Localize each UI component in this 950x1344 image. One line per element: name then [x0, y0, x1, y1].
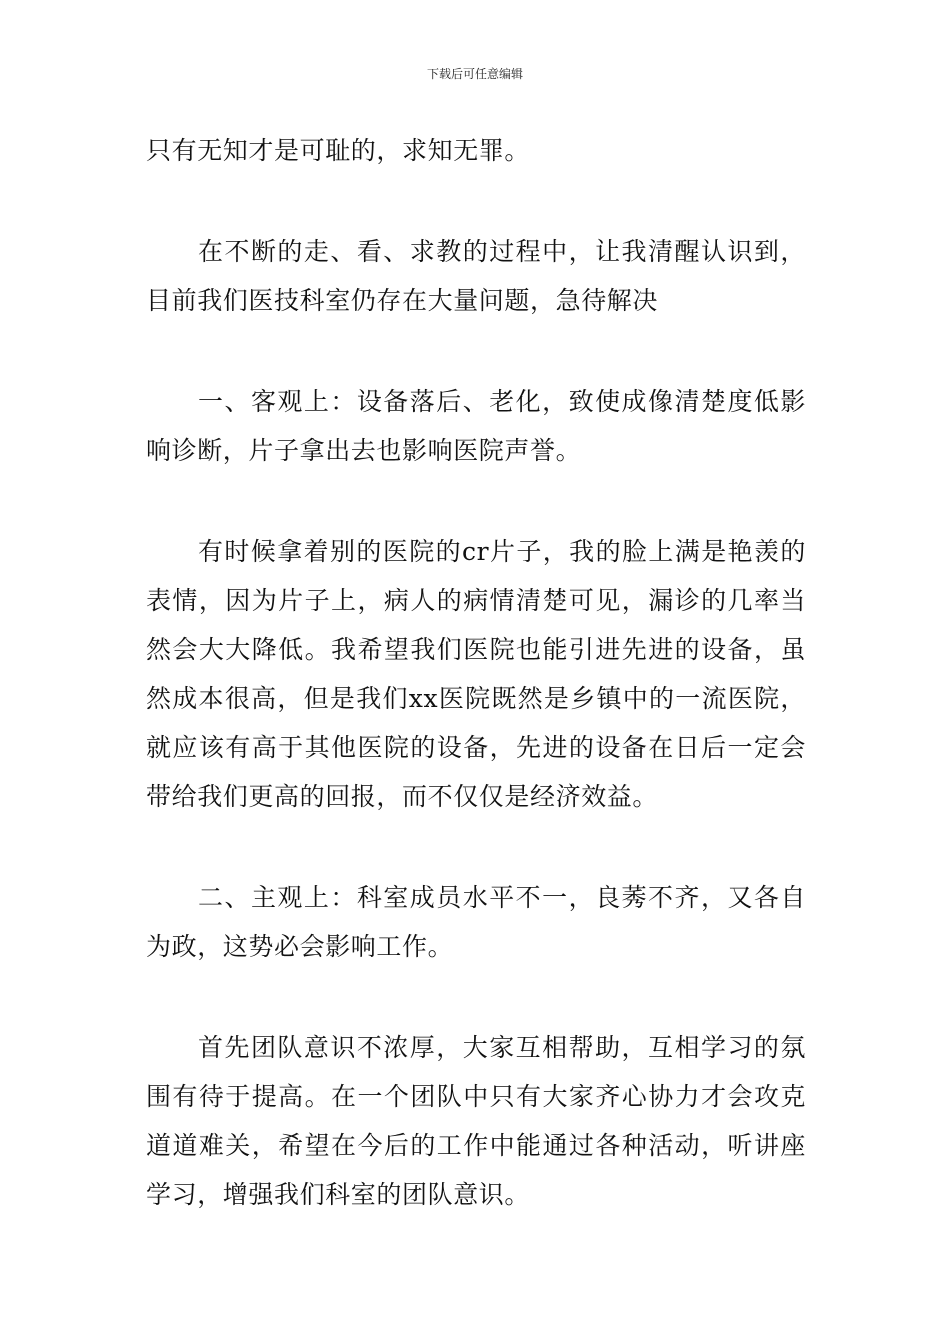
paragraph-6: 首先团队意识不浓厚，大家互相帮助，互相学习的氛围有待于提高。在一个团队中只有大家齐心协力才会攻克道道难关，希望在今后的工作中能通过各种活动，听讲座学习，增强我们科室的团队意识。 — [146, 1033, 806, 1209]
paragraph-2: 在不断的走、看、求教的过程中，让我清醒认识到，目前我们医技科室仍存在大量问题，急待解决 — [146, 237, 806, 315]
document-body — [146, 126, 806, 1271]
paragraph-1: 只有无知才是可耻的，求知无罪。 — [146, 136, 531, 165]
paragraph-3: 一、客观上：设备落后、老化，致使成像清楚度低影响诊断，片子拿出去也影响医院声誉。 — [146, 387, 806, 465]
paragraph-4: 有时候拿着别的医院的cr片子，我的脸上满是艳羡的表情，因为片子上，病人的病情清楚可见，漏诊的几率当然会大大降低。我希望我们医院也能引进先进的设备，虽然成本很高，但是我们xx医院既然是乡镇中的一流医院，就应该有高于其他医院的设备，先进的设备在日后一定会带给我们更高的回报，而不仅仅是经济效益。 — [146, 537, 806, 811]
paragraph-5: 二、主观上：科室成员水平不一，良莠不齐，又各自为政，这势必会影响工作。 — [146, 883, 806, 961]
page-header-note: 下载后可任意编辑 — [426, 67, 523, 81]
